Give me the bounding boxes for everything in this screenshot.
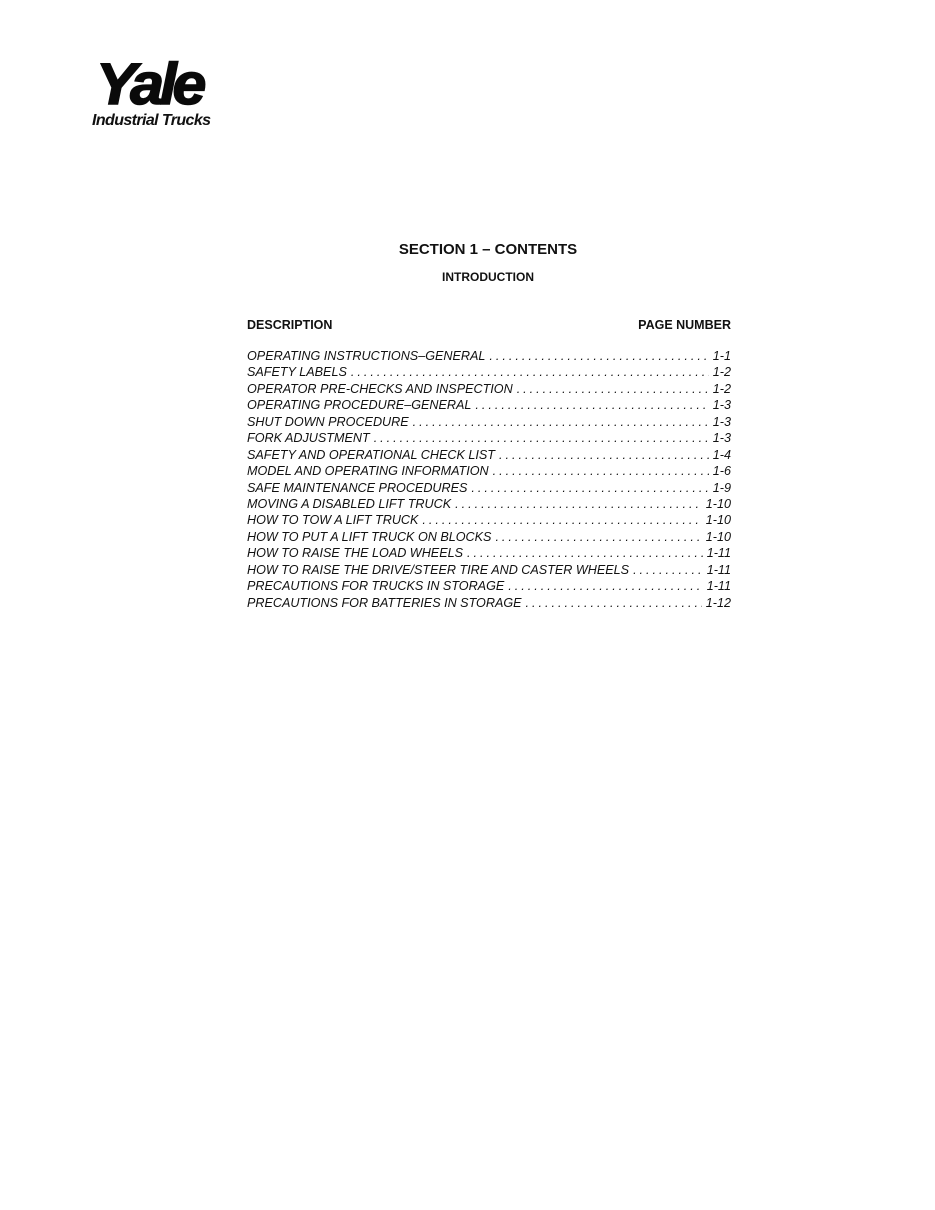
dot-leader bbox=[374, 431, 709, 445]
dot-leader bbox=[351, 365, 709, 379]
toc-entry-title: OPERATING INSTRUCTIONS–GENERAL bbox=[247, 349, 486, 363]
logo-tagline: Industrial Trucks bbox=[92, 112, 211, 129]
toc-entry-page: 1-11 bbox=[706, 562, 731, 577]
toc-entry-page: 1-4 bbox=[712, 447, 731, 462]
toc-entry-page: 1-2 bbox=[712, 365, 731, 380]
dot-leader bbox=[413, 415, 709, 429]
dot-leader bbox=[499, 448, 709, 462]
toc-entry bbox=[247, 448, 731, 464]
dot-leader bbox=[493, 464, 709, 478]
toc-entry-title: MOVING A DISABLED LIFT TRUCK bbox=[247, 496, 452, 511]
toc-entry-title: SAFETY LABELS bbox=[247, 365, 347, 380]
dot-leader bbox=[495, 530, 701, 544]
toc-entry-page: 1-9 bbox=[712, 480, 731, 495]
toc-entry bbox=[247, 349, 731, 365]
toc-entry-title: OPERATING PROCEDURE–GENERAL bbox=[247, 398, 472, 413]
toc-entry-title: OPERATOR PRE-CHECKS AND INSPECTION bbox=[247, 381, 513, 396]
logo-brand: Yale bbox=[96, 52, 203, 117]
section-subtitle: INTRODUCTION bbox=[442, 270, 534, 284]
toc-entry-page: 1-2 bbox=[712, 381, 731, 396]
dot-leader bbox=[508, 579, 702, 593]
dot-leader bbox=[489, 349, 708, 363]
toc-entry bbox=[247, 563, 731, 579]
toc-entry-title: HOW TO PUT A LIFT TRUCK ON BLOCKS bbox=[247, 529, 492, 544]
toc-header bbox=[247, 318, 731, 332]
toc-entry bbox=[247, 464, 731, 480]
description-header: DESCRIPTION bbox=[247, 318, 333, 332]
toc-entry bbox=[247, 596, 731, 612]
toc-entry-title: SAFETY AND OPERATIONAL CHECK LIST bbox=[247, 447, 495, 462]
toc-entry-page: 1-1 bbox=[712, 349, 731, 363]
dot-leader bbox=[422, 513, 701, 527]
toc-entry-page: 1-3 bbox=[712, 431, 731, 446]
toc-entry-page: 1-6 bbox=[712, 464, 731, 479]
toc-entry-title: SAFE MAINTENANCE PROCEDURES bbox=[247, 480, 468, 495]
toc-entry bbox=[247, 398, 731, 414]
toc-entry bbox=[247, 546, 731, 562]
toc-entry bbox=[247, 431, 731, 447]
toc-entry-page: 1-11 bbox=[706, 579, 731, 594]
toc-entry-title: HOW TO RAISE THE DRIVE/STEER TIRE AND CASTER WHEELS bbox=[247, 562, 630, 577]
toc-entry bbox=[247, 579, 731, 595]
toc-entry-title: FORK ADJUSTMENT bbox=[247, 431, 370, 446]
page-number-header: PAGE NUMBER bbox=[638, 318, 731, 332]
yale-logo bbox=[92, 52, 211, 130]
toc-entry-title: SHUT DOWN PROCEDURE bbox=[247, 414, 409, 429]
section-title: SECTION 1 – CONTENTS bbox=[398, 241, 578, 258]
toc-entry-title: MODEL AND OPERATING INFORMATION bbox=[247, 464, 489, 479]
toc-entry-title: PRECAUTIONS FOR TRUCKS IN STORAGE bbox=[247, 579, 505, 594]
dot-leader bbox=[471, 481, 708, 495]
toc-entry-title: PRECAUTIONS FOR BATTERIES IN STORAGE bbox=[247, 595, 522, 610]
toc-entry-page: 1-12 bbox=[705, 595, 731, 610]
dot-leader bbox=[633, 563, 703, 577]
table-of-contents bbox=[247, 349, 731, 612]
toc-entry bbox=[247, 365, 731, 381]
toc-entry-page: 1-10 bbox=[705, 529, 731, 544]
toc-entry-title: HOW TO RAISE THE LOAD WHEELS bbox=[247, 546, 463, 561]
dot-leader bbox=[467, 546, 703, 560]
toc-entry-page: 1-3 bbox=[712, 398, 731, 413]
dot-leader bbox=[526, 596, 702, 610]
dot-leader bbox=[475, 398, 708, 412]
toc-entry-page: 1-11 bbox=[706, 546, 731, 561]
toc-entry-page: 1-10 bbox=[705, 513, 731, 528]
toc-entry bbox=[247, 497, 731, 513]
toc-entry-page: 1-3 bbox=[712, 414, 731, 429]
toc-entry bbox=[247, 530, 731, 546]
toc-entry bbox=[247, 481, 731, 497]
dot-leader bbox=[455, 497, 702, 511]
toc-entry bbox=[247, 382, 731, 398]
toc-entry-page: 1-10 bbox=[705, 496, 731, 511]
toc-entry bbox=[247, 513, 731, 529]
toc-entry bbox=[247, 415, 731, 431]
toc-entry-title: HOW TO TOW A LIFT TRUCK bbox=[247, 513, 419, 528]
dot-leader bbox=[517, 382, 709, 396]
